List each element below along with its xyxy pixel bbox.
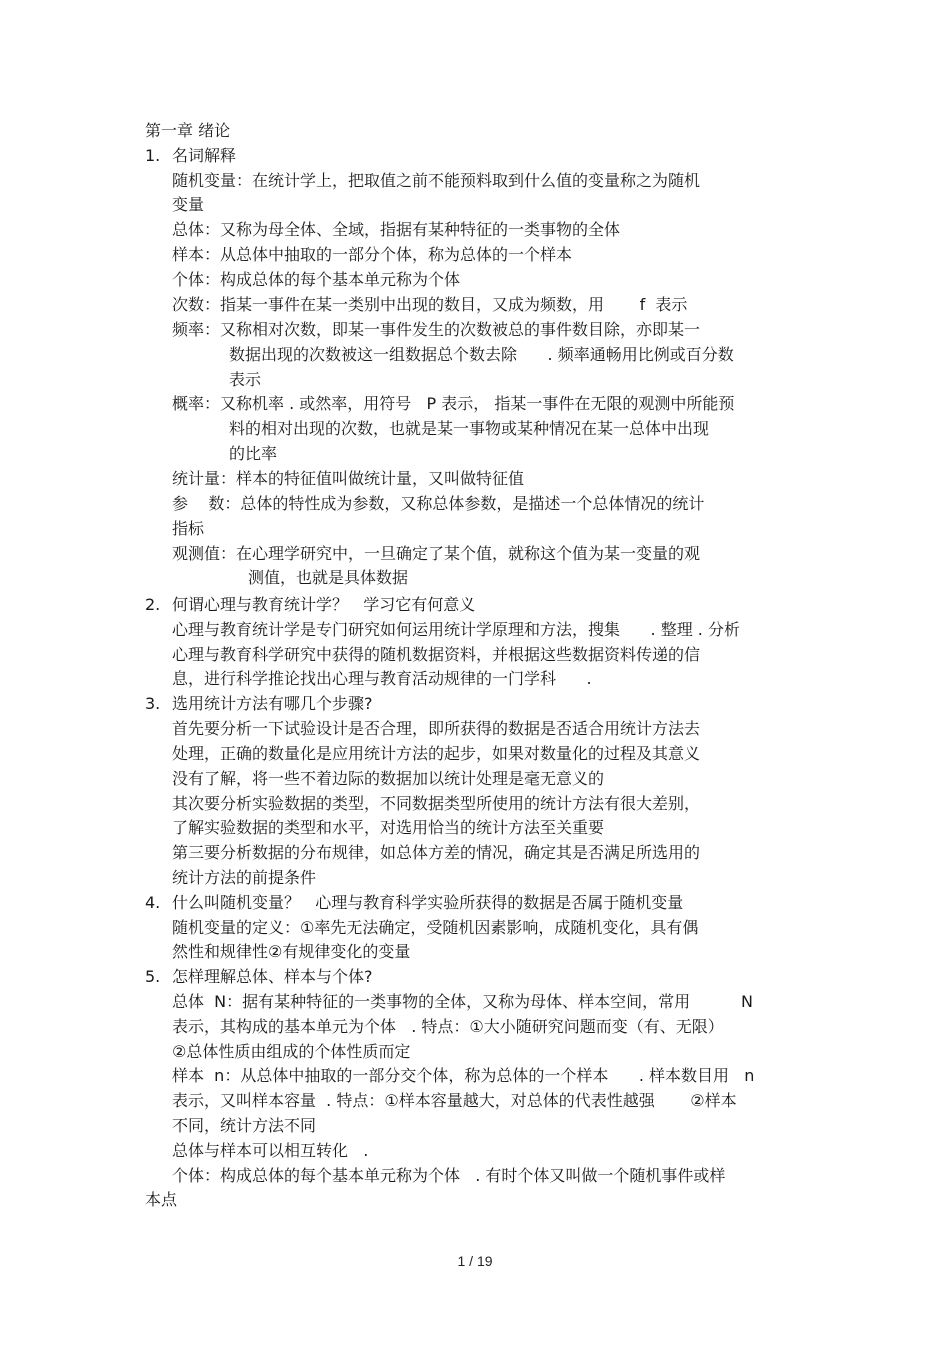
- paragraph-line: 观测值：在心理学研究中，一旦确定了某个值，就称这个值为某一变量的观: [172, 544, 701, 563]
- paragraph-line: ②总体性质由组成的个体性质而定: [172, 1042, 411, 1061]
- paragraph-line: 样本 n：从总体中抽取的一部分交个体，称为总体的一个样本 . 样本数目用 n: [172, 1066, 755, 1085]
- paragraph-line: 本点: [145, 1190, 178, 1209]
- chapter-title: 第一章 绪论: [145, 121, 231, 140]
- paragraph-line: 首先要分析一下试验设计是否合理，即所获得的数据是否适合用统计方法去: [172, 719, 701, 738]
- paragraph-line: 心理与教育统计学是专门研究如何运用统计学原理和方法，搜集 . 整理 . 分析: [172, 620, 740, 639]
- paragraph-line: 参 数：总体的特性成为参数，又称总体参数，是描述一个总体情况的统计: [172, 494, 705, 513]
- paragraph-line: 频率：又称相对次数，即某一事件发生的次数被总的事件数目除，亦即某一: [172, 320, 701, 339]
- paragraph-line: 没有了解，将一些不着边际的数据加以统计处理是毫无意义的: [172, 769, 605, 788]
- paragraph-line: 次数：指某一事件在某一类别中出现的数目，又成为频数，用 f 表示: [172, 295, 688, 314]
- paragraph-line: 第三要分析数据的分布规律，如总体方差的情况，确定其是否满足所选用的: [172, 843, 701, 862]
- section-heading: 什么叫随机变量？ 心理与教育科学实验所获得的数据是否属于随机变量: [172, 893, 684, 912]
- paragraph-line: 了解实验数据的类型和水平，对选用恰当的统计方法至关重要: [172, 818, 605, 837]
- paragraph-line: 表示，又叫样本容量 . 特点：①样本容量越大，对总体的代表性越强 ②样本: [172, 1091, 737, 1110]
- paragraph-line: 随机变量：在统计学上，把取值之前不能预料取到什么值的变量称之为随机: [172, 171, 701, 190]
- paragraph-line: 总体：又称为母全体、全域，指据有某种特征的一类事物的全体: [172, 220, 621, 239]
- paragraph-line: 处理，正确的数量化是应用统计方法的起步，如果对数量化的过程及其意义: [172, 744, 701, 763]
- section-number: 4.: [145, 893, 161, 912]
- section-number: 5.: [145, 967, 161, 986]
- section-heading: 怎样理解总体、样本与个体?: [172, 967, 373, 986]
- paragraph-line: 数据出现的次数被这一组数据总个数去除 . 频率通畅用比例或百分数: [229, 345, 734, 364]
- section-number: 3.: [145, 694, 161, 713]
- paragraph-line: 料的相对出现的次数，也就是某一事物或某种情况在某一总体中出现: [229, 419, 710, 438]
- section-heading: 选用统计方法有哪几个步骤?: [172, 694, 373, 713]
- paragraph-line: 其次要分析实验数据的类型，不同数据类型所使用的统计方法有很大差别，: [172, 794, 701, 813]
- paragraph-line: 不同，统计方法不同: [172, 1116, 317, 1135]
- page-indicator: 1 / 19: [457, 1253, 493, 1269]
- paragraph-line: 个体：构成总体的每个基本单元称为个体 . 有时个体又叫做一个随机事件或样: [172, 1166, 726, 1185]
- paragraph-line: 概率：又称机率 . 或然率，用符号 P 表示， 指某一事件在无限的观测中所能预: [172, 394, 735, 413]
- paragraph-line: 样本：从总体中抽取的一部分个体，称为总体的一个样本: [172, 245, 573, 264]
- paragraph-line: 心理与教育科学研究中获得的随机数据资料，并根据这些数据资料传递的信: [172, 645, 701, 664]
- paragraph-line: 的比率: [229, 444, 278, 463]
- section-number: 2.: [145, 595, 161, 614]
- paragraph-line: 统计方法的前提条件: [172, 868, 317, 887]
- section-number: 1.: [145, 146, 161, 165]
- paragraph-line: 表示: [229, 370, 262, 389]
- paragraph-line: 表示，其构成的基本单元为个体 . 特点：①大小随研究问题而变（有、无限）: [172, 1017, 724, 1036]
- paragraph-line: 随机变量的定义：①率先无法确定，受随机因素影响，成随机变化，具有偶: [172, 918, 699, 937]
- paragraph-line: 息，进行科学推论找出心理与教育活动规律的一门学科 .: [172, 669, 592, 688]
- paragraph-line: 变量: [172, 195, 205, 214]
- paragraph-line: 测值，也就是具体数据: [248, 568, 409, 587]
- section-heading: 名词解释: [172, 146, 237, 165]
- paragraph-line: 总体与样本可以相互转化 .: [172, 1141, 369, 1160]
- paragraph-line: 指标: [172, 519, 205, 538]
- paragraph-line: 总体 N：据有某种特征的一类事物的全体，又称为母体、样本空间，常用 N: [172, 992, 753, 1011]
- paragraph-line: 个体：构成总体的每个基本单元称为个体: [172, 270, 461, 289]
- section-heading: 何谓心理与教育统计学？ 学习它有何意义: [172, 595, 476, 614]
- paragraph-line: 然性和规律性②有规律变化的变量: [172, 942, 411, 961]
- paragraph-line: 统计量：样本的特征值叫做统计量，又叫做特征值: [172, 469, 525, 488]
